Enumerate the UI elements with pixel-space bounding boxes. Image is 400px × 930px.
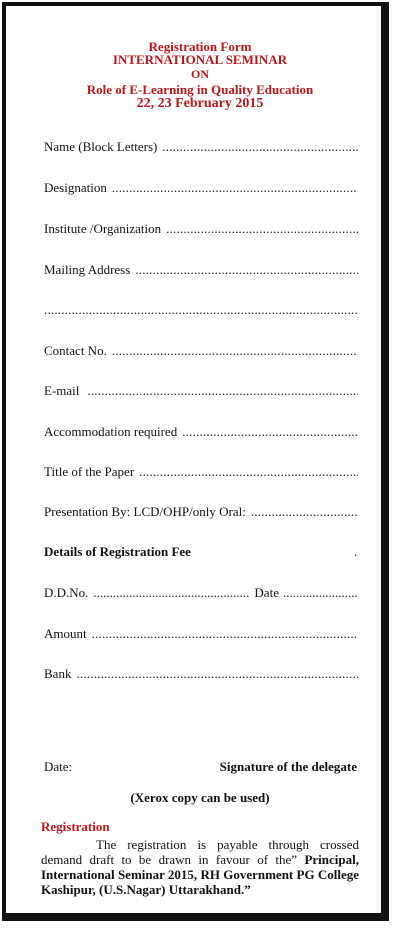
seminar-dates: 22, 23 February 2015 xyxy=(136,96,264,111)
dd-no-label: D.D.No. xyxy=(44,585,89,600)
registration-text xyxy=(41,837,359,897)
dd-date-blank[interactable] xyxy=(283,585,358,601)
paper-title-blank[interactable] xyxy=(139,464,358,480)
paper-title-field[interactable] xyxy=(44,464,358,480)
xerox-note: (Xerox copy can be used) xyxy=(130,790,270,805)
contact-field[interactable] xyxy=(44,343,358,359)
seminar-on: ON xyxy=(191,67,209,81)
presentation-field[interactable] xyxy=(44,504,358,520)
mailing-address-label: Mailing Address xyxy=(44,262,131,277)
amount-field[interactable] xyxy=(44,626,358,642)
accommodation-field[interactable] xyxy=(44,424,358,440)
dd-date-label: Date xyxy=(254,585,279,600)
bank-blank[interactable] xyxy=(76,666,358,682)
email-blank[interactable] xyxy=(87,383,358,399)
registration-heading: Registration xyxy=(41,819,110,834)
registration-text-bold: Principal, International Seminar 2015, RH Government PG College Kashipur, (U.S.Nagar) Uttarakhand.” xyxy=(41,852,359,897)
institute-blank[interactable] xyxy=(166,221,358,237)
bank-label: Bank xyxy=(44,666,72,681)
designation-blank[interactable] xyxy=(112,180,358,196)
presentation-blank[interactable] xyxy=(251,504,358,520)
amount-label: Amount xyxy=(44,626,87,641)
seminar-title: INTERNATIONAL SEMINAR xyxy=(112,52,288,67)
name-label: Name (Block Letters) xyxy=(44,139,158,154)
designation-label: Designation xyxy=(44,180,107,195)
mailing-address-field[interactable] xyxy=(44,262,358,278)
accommodation-label: Accommodation required xyxy=(44,424,178,439)
signature-label: Signature of the delegate xyxy=(219,759,357,774)
institute-label: Institute /Organization xyxy=(44,221,162,236)
accommodation-blank[interactable] xyxy=(182,424,358,440)
mailing-address-blank-2[interactable] xyxy=(44,302,358,318)
seminar-topic: Role of E-Learning in Quality Education xyxy=(86,82,314,97)
email-field[interactable] xyxy=(44,383,358,399)
bank-field[interactable] xyxy=(44,666,358,682)
registration-text-plain: The registration is payable through crossed demand draft to be drawn in favour of the” xyxy=(41,837,359,867)
presentation-label: Presentation By: LCD/OHP/only Oral: xyxy=(44,504,246,519)
email-label: E-mail xyxy=(44,383,80,398)
mailing-address-line2[interactable] xyxy=(44,302,358,318)
fee-heading-label: Details of Registration Fee xyxy=(44,544,191,559)
name-blank[interactable] xyxy=(162,139,358,155)
dd-no-blank[interactable] xyxy=(93,585,250,601)
designation-field[interactable] xyxy=(44,180,358,196)
fee-heading xyxy=(44,544,358,560)
date-label: Date: xyxy=(44,759,73,774)
amount-blank[interactable] xyxy=(92,626,358,642)
institute-field[interactable] xyxy=(44,221,358,237)
name-field[interactable] xyxy=(44,139,358,155)
contact-label: Contact No. xyxy=(44,343,107,358)
mailing-address-blank[interactable] xyxy=(135,262,358,278)
form-title: Registration Form xyxy=(148,39,252,54)
contact-blank[interactable] xyxy=(112,343,358,359)
fee-heading-period: . xyxy=(354,544,358,559)
dd-row[interactable] xyxy=(44,585,358,601)
paper-title-label: Title of the Paper xyxy=(44,464,135,479)
